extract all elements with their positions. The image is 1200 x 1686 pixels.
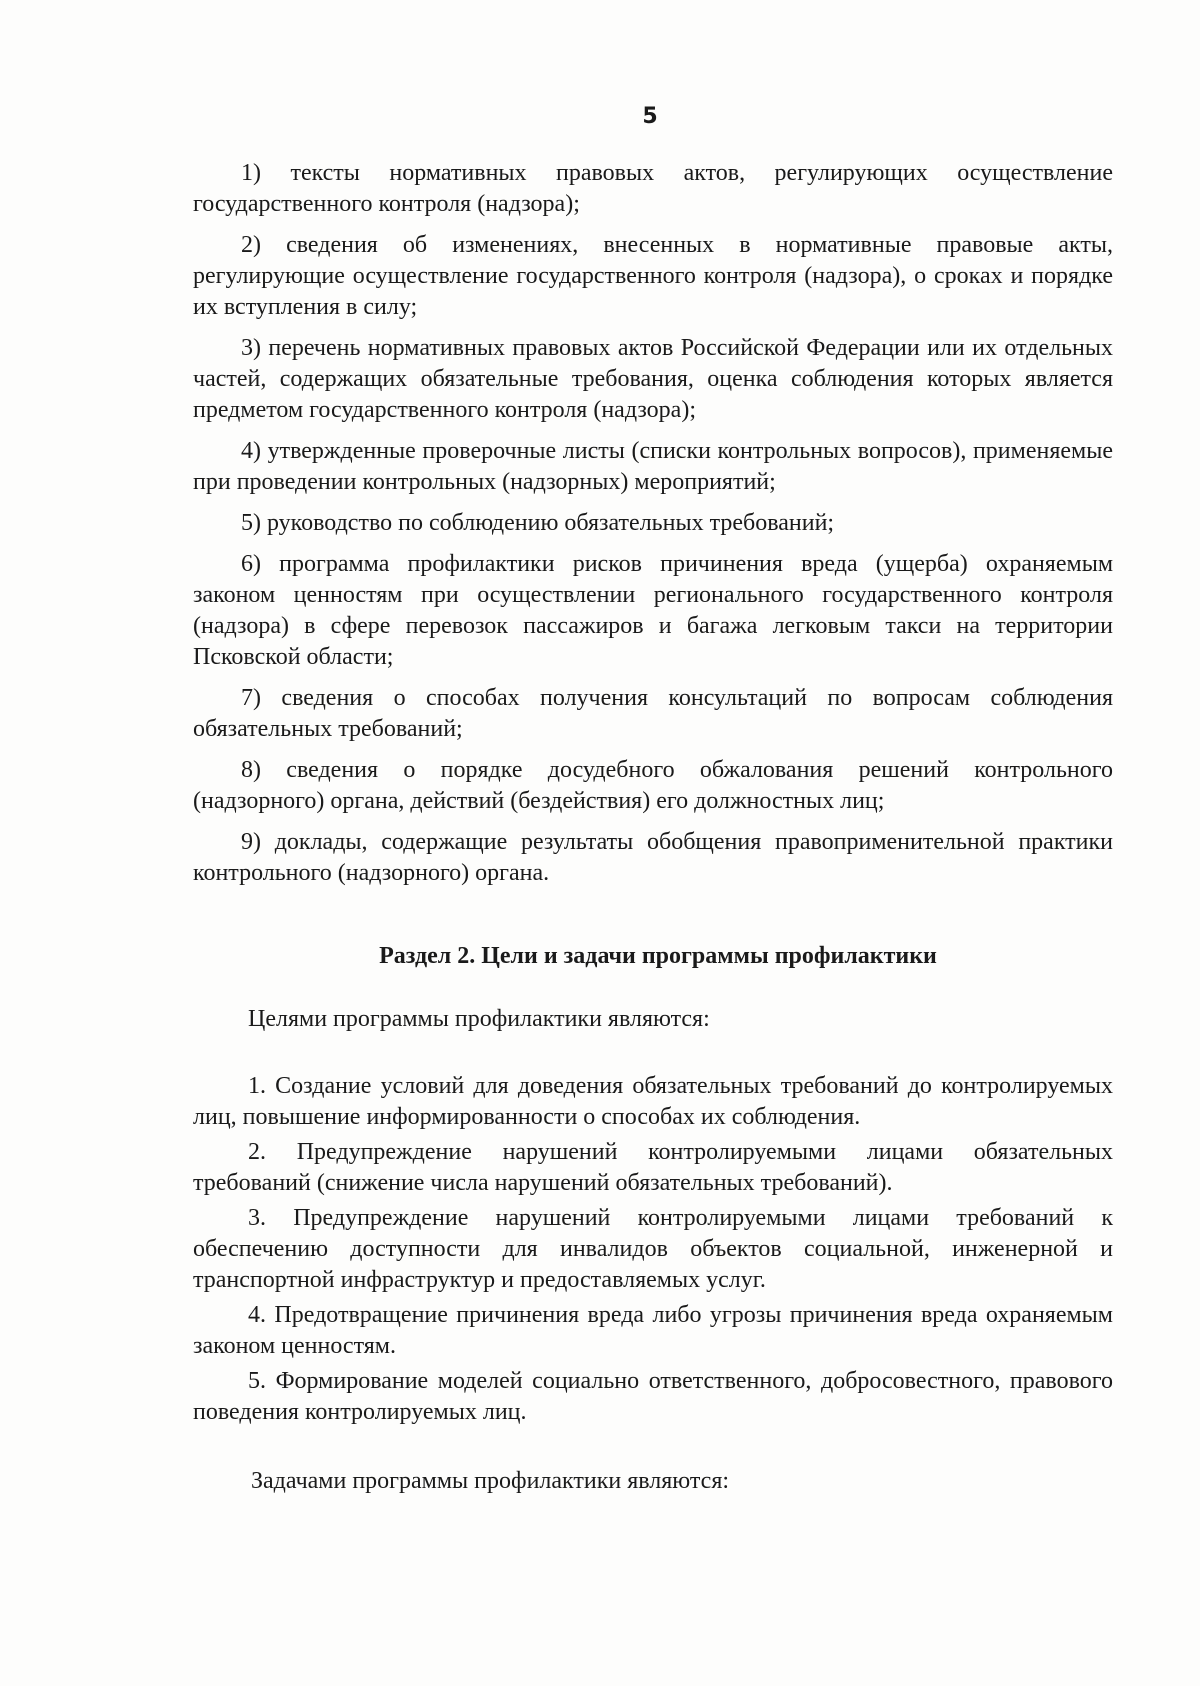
list-item: 4) утвержденные проверочные листы (списки контрольных вопросов), применяемые при проведении контрольных (надзорных) мероприятий; [193,438,1113,495]
list-item: 3) перечень нормативных правовых актов Российской Федерации или их отдельных частей, содержащих обязательные требования, оценка соблюдения которых является предметом государственного контроля (надзора); [193,335,1113,423]
goal-item: 4. Предотвращение причинения вреда либо угрозы причинения вреда охраняемым законом ценностям. [193,1302,1113,1359]
goal-item: 2. Предупреждение нарушений контролируемыми лицами обязательных требований (снижение числа нарушений обязательных требований). [193,1139,1113,1196]
tasks-intro: Задачами программы профилактики являются: [251,1468,730,1494]
document-body [193,158,1113,1497]
list-item: 2) сведения об изменениях, внесенных в нормативные правовые акты, регулирующие осуществление государственного контроля (надзора), о сроках и порядке их вступления в силу; [193,232,1113,320]
goals-intro: Целями программы профилактики являются: [248,1006,710,1032]
page-number: 5 [642,104,658,129]
goal-item: 3. Предупреждение нарушений контролируемыми лицами требований к обеспечению доступности для инвалидов объектов социальной, инженерной и транспортной инфраструктур и предоставляемых услуг. [193,1205,1113,1293]
list-item: 6) программа профилактики рисков причинения вреда (ущерба) охраняемым законом ценностям при осуществлении регионального государственного контроля (надзора) в сфере перевозок пассажиров и багажа легковым такси на территории Псковской области; [193,551,1113,670]
list-item: 5) руководство по соблюдению обязательных требований; [241,510,835,536]
list-item: 9) доклады, содержащие результаты обобщения правоприменительной практики контрольного (надзорного) органа. [193,829,1113,886]
list-item: 8) сведения о порядке досудебного обжалования решений контрольного (надзорного) органа, действий (бездействия) его должностных лиц; [193,757,1113,814]
list-item: 7) сведения о способах получения консультаций по вопросам соблюдения обязательных требований; [193,685,1113,742]
list-item: 1) тексты нормативных правовых актов, регулирующих осуществление государственного контроля (надзора); [193,160,1113,217]
section-heading: Раздел 2. Цели и задачи программы профилактики [379,943,937,969]
goal-item: 5. Формирование моделей социально ответственного, добросовестного, правового поведения контролируемых лиц. [193,1368,1113,1425]
goal-item: 1. Создание условий для доведения обязательных требований до контролируемых лиц, повышение информированности о способах их соблюдения. [193,1073,1113,1130]
